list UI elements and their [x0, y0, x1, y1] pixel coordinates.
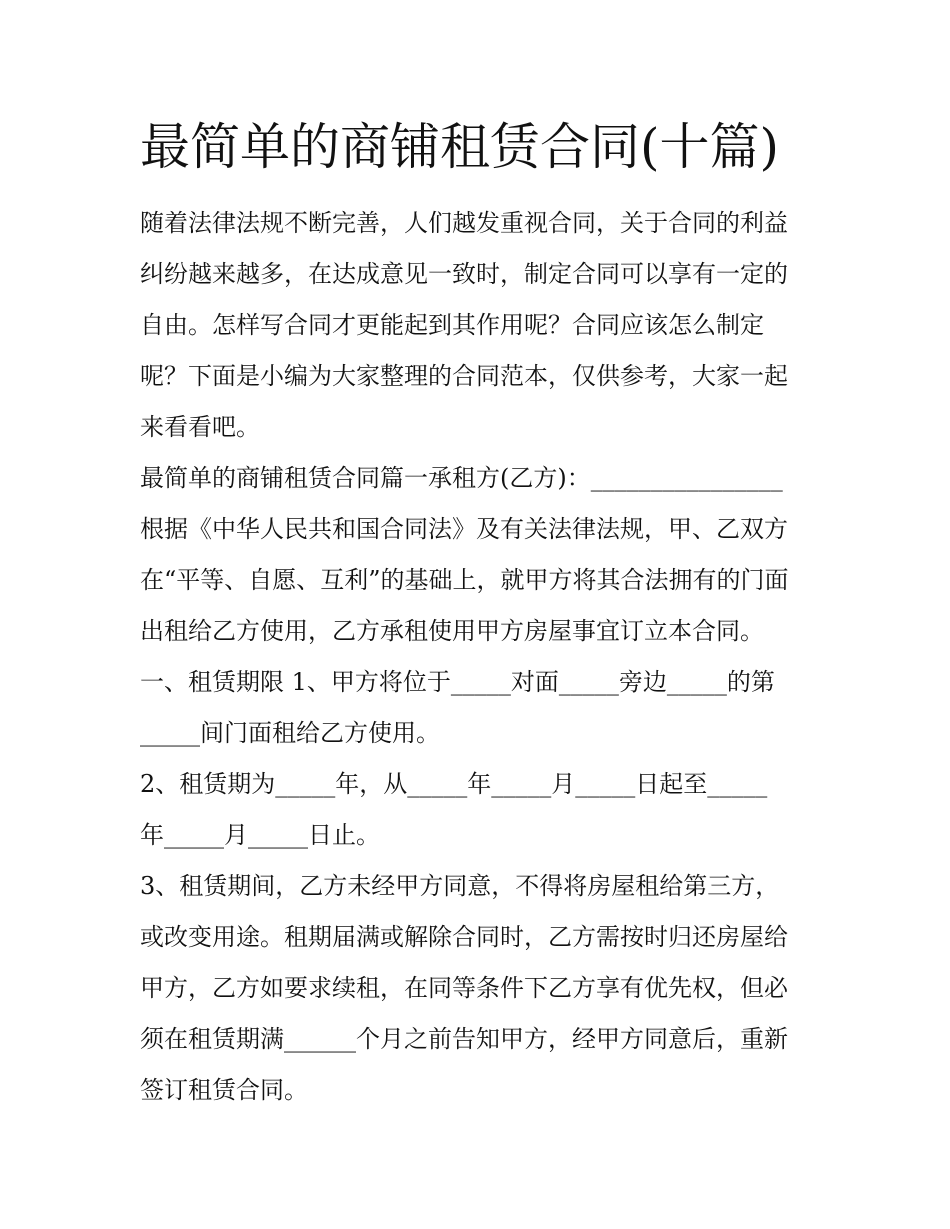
body-line-3: 自由。怎样写合同才更能起到其作用呢？合同应该怎么制定	[140, 311, 764, 339]
body-line-6: 最简单的商铺租赁合同篇一承租方(乙方)：________________	[140, 464, 783, 492]
body-line-10: 一、租赁期限 1、甲方将位于_____对面_____旁边_____的第	[140, 668, 775, 696]
body-line-14: 3、租赁期间，乙方未经甲方同意，不得将房屋租给第三方，	[140, 872, 780, 900]
body-line-4: 呢？下面是小编为大家整理的合同范本，仅供参考，大家一起	[140, 362, 788, 390]
body-line-12: 2、租赁期为_____年，从_____年_____月_____日起至_____	[140, 770, 768, 798]
document-title: 最简单的商铺租赁合同(十篇)	[140, 118, 780, 176]
body-line-13: 年_____月_____日止。	[140, 821, 380, 849]
body-line-5: 来看看吧。	[140, 413, 260, 441]
body-line-8: 在“平等、自愿、互利”的基础上，就甲方将其合法拥有的门面	[140, 566, 789, 594]
body-line-11: _____间门面租给乙方使用。	[140, 719, 440, 747]
body-line-2: 纠纷越来越多，在达成意见一致时，制定合同可以享有一定的	[140, 260, 788, 288]
body-line-16: 甲方，乙方如要求续租，在同等条件下乙方享有优先权，但必	[140, 974, 788, 1002]
body-line-1: 随着法律法规不断完善，人们越发重视合同，关于合同的利益	[140, 209, 788, 237]
body-line-9: 出租给乙方使用，乙方承租使用甲方房屋事宜订立本合同。	[140, 617, 764, 645]
body-line-17: 须在租赁期满______个月之前告知甲方，经甲方同意后，重新	[140, 1025, 788, 1053]
body-line-18: 签订租赁合同。	[140, 1076, 308, 1104]
document-body	[140, 198, 815, 1116]
body-line-15: 或改变用途。租期届满或解除合同时，乙方需按时归还房屋给	[140, 923, 788, 951]
body-line-7: 根据《中华人民共和国合同法》及有关法律法规，甲、乙双方	[140, 515, 788, 543]
